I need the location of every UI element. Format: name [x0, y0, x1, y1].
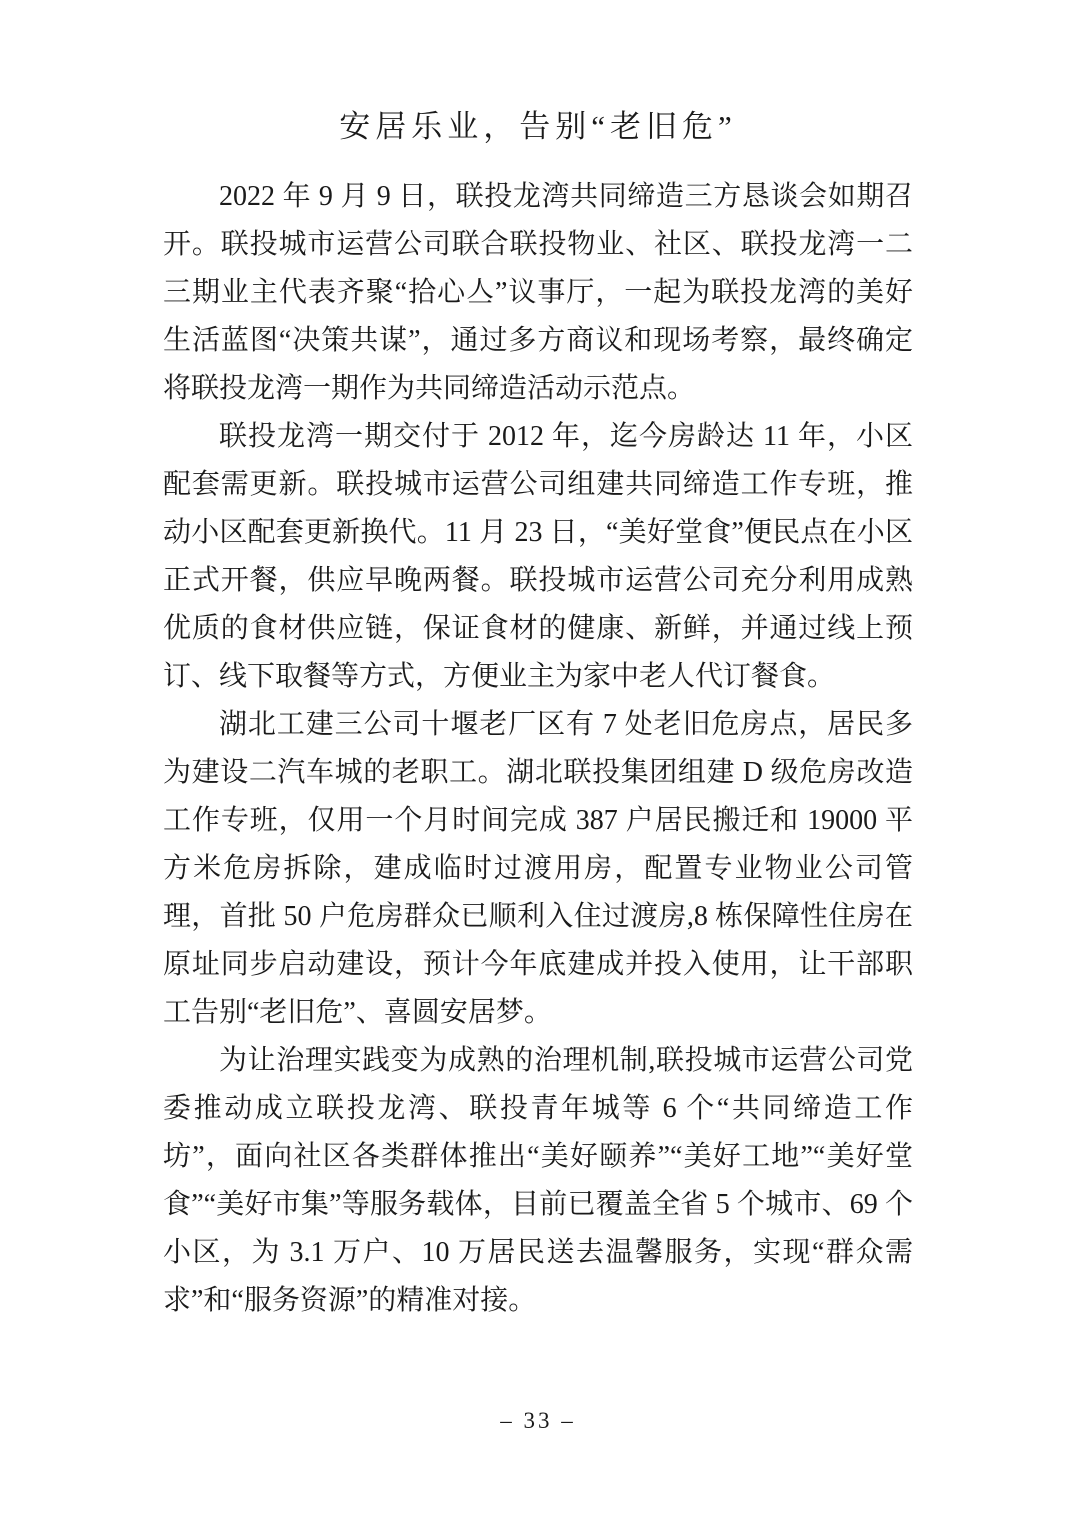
document-content	[163, 103, 913, 1325]
paragraph-1: 2022 年 9 月 9 日，联投龙湾共同缔造三方恳谈会如期召开。联投城市运营公司联合联投物业、社区、联投龙湾一二三期业主代表齐聚“拾心亼”议事厅，一起为联投龙湾的美好生活蓝图“决策共谋”，通过多方商议和现场考察，最终确定将联投龙湾一期作为共同缔造活动示范点。	[163, 181, 913, 404]
paragraph-2: 联投龙湾一期交付于 2012 年，迄今房龄达 11 年，小区配套需更新。联投城市运营公司组建共同缔造工作专班，推动小区配套更新换代。11 月 23 日，“美好堂食”便民点在小区正式开餐，供应早晚两餐。联投城市运营公司充分利用成熟优质的食材供应链，保证食材的健康、新鲜，并通过线上预订、线下取餐等方式，方便业主为家中老人代订餐食。	[163, 421, 913, 692]
paragraph-3: 湖北工建三公司十堰老厂区有 7 处老旧危房点，居民多为建设二汽车城的老职工。湖北联投集团组建 D 级危房改造工作专班，仅用一个月时间完成 387 户居民搬迁和 19000 平方米危房拆除，建成临时过渡用房，配置专业物业公司管理，首批 50 户危房群众已顺利入住过渡房,8 栋保障性住房在原址同步启动建设，预计今年底建成并投入使用，让干部职工告别“老旧危”、喜圆安居梦。	[163, 709, 913, 1028]
paragraph-4: 为让治理实践变为成熟的治理机制,联投城市运营公司党委推动成立联投龙湾、联投青年城等 6 个“共同缔造工作坊”，面向社区各类群体推出“美好颐养”“美好工地”“美好堂食”“美好市集”等服务载体，目前已覆盖全省 5 个城市、69 个小区，为 3.1 万户、10 万居民送去温馨服务，实现“群众需求”和“服务资源”的精准对接。	[163, 1045, 913, 1316]
page-number: – 33 –	[500, 1408, 576, 1433]
document-title: 安居乐业，告别“老旧危”	[339, 109, 737, 144]
